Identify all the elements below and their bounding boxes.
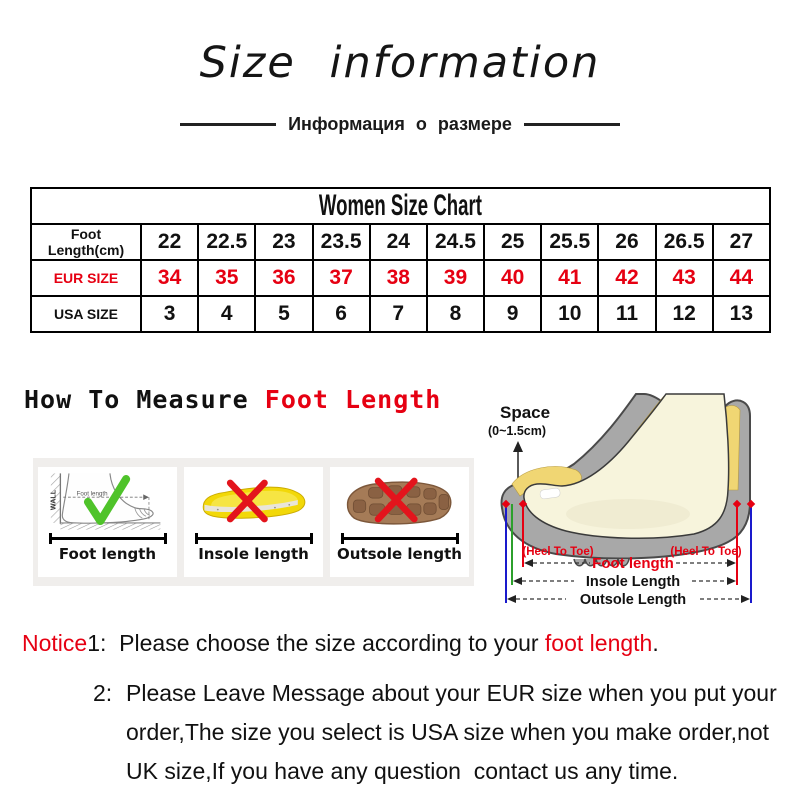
- subtitle-rule-right: [524, 123, 620, 126]
- size-table-cell: 23: [255, 224, 312, 260]
- insole-length-arrow-left: [513, 577, 522, 585]
- notice-item-1-number: 1:: [87, 630, 107, 656]
- size-table-cell: 4: [198, 296, 255, 332]
- measure-cards-panel: [33, 458, 474, 586]
- foot-in-shoe-diagram: [478, 390, 794, 622]
- notice-item-2-text: [126, 674, 777, 791]
- foot-length-arrow-left: [524, 559, 533, 567]
- size-table-cell: 42: [598, 260, 655, 296]
- space-arrow-head: [513, 441, 523, 452]
- notice-item-1: [22, 630, 659, 657]
- size-table-cell: 25: [484, 224, 541, 260]
- card-label: Insole length: [198, 545, 309, 563]
- insole-length-label: Insole Length: [585, 574, 681, 590]
- size-table-cell: 41: [541, 260, 598, 296]
- heel-to-toe-right-label: (Heel To Toe): [670, 546, 742, 558]
- women-size-chart-table: [30, 187, 771, 333]
- inner-foot-length-label: Foot length: [76, 490, 108, 498]
- size-table-row-label: USA SIZE: [31, 296, 141, 332]
- card-label: Foot length: [58, 545, 157, 563]
- size-table-cell: 44: [713, 260, 770, 296]
- size-table-title-row: [31, 188, 770, 224]
- size-table-row-label: Foot Length(cm): [31, 224, 141, 260]
- notice-item-2-number: 2:: [93, 680, 113, 706]
- size-table-cell: 13: [713, 296, 770, 332]
- size-table-cell: 9: [484, 296, 541, 332]
- heel-to-toe-left-label: (Heel To Toe): [522, 546, 594, 558]
- size-table-cell: 34: [141, 260, 198, 296]
- notice-item-1-period: .: [652, 630, 659, 656]
- size-table-cell: 38: [370, 260, 427, 296]
- size-table-cell: 37: [313, 260, 370, 296]
- card-insole-length: [184, 467, 323, 577]
- card-foot-length: [38, 467, 177, 577]
- notice-item-2-line: order,The size you select is USA size when you make order,not: [126, 719, 770, 745]
- measure-heading-red: Foot Length: [264, 385, 442, 414]
- size-table-cell: 8: [427, 296, 484, 332]
- outsole-length-label: Outsole Length: [579, 592, 687, 608]
- notice-item-1-text: Please choose the size according to your: [119, 630, 545, 656]
- notice-item-2: [93, 674, 777, 791]
- foot-measure-illustration: [48, 470, 168, 532]
- page-title: Size information: [199, 38, 601, 88]
- measure-bracket: [49, 533, 167, 544]
- size-table-cell: 35: [198, 260, 255, 296]
- size-table-row: [31, 260, 770, 296]
- measure-heading-black: How To Measure: [24, 385, 265, 414]
- size-table-cell: 26: [598, 224, 655, 260]
- measure-bracket: [195, 533, 313, 544]
- size-table-cell: 5: [255, 296, 312, 332]
- size-table-body: [31, 188, 770, 332]
- size-table-cell: 3: [141, 296, 198, 332]
- size-table-cell: 26.5: [656, 224, 713, 260]
- foot-length-label: Foot length: [592, 555, 674, 572]
- space-range-label: (0~1.5cm): [488, 424, 547, 438]
- size-table-cell: 23.5: [313, 224, 370, 260]
- insole-illustration: [194, 470, 314, 532]
- measure-heading: [24, 385, 441, 414]
- outsole-length-arrow-left: [507, 595, 516, 603]
- size-table-cell: 36: [255, 260, 312, 296]
- size-table-cell: 10: [541, 296, 598, 332]
- notice-item-2-line: UK size,If you have any question contact us any time.: [126, 758, 679, 784]
- subtitle-rule-left: [180, 123, 276, 126]
- size-table-cell: 25.5: [541, 224, 598, 260]
- measure-bracket: [341, 533, 459, 544]
- size-table-cell: 22: [141, 224, 198, 260]
- size-table-cell: 40: [484, 260, 541, 296]
- size-table-cell: 39: [427, 260, 484, 296]
- size-table-cell: 6: [313, 296, 370, 332]
- size-table-row: [31, 296, 770, 332]
- size-table-row: [31, 224, 770, 260]
- notice-item-2-line: Please Leave Message about your EUR size when you put your: [126, 680, 777, 706]
- size-table-cell: 11: [598, 296, 655, 332]
- outsole-illustration: [340, 470, 460, 532]
- size-table-title-cell: [31, 188, 770, 224]
- subtitle-row: [0, 114, 800, 135]
- card-outsole-length: [330, 467, 469, 577]
- space-label: Space: [500, 403, 551, 422]
- insole-length-arrow-right: [727, 577, 736, 585]
- foot-shading: [566, 499, 690, 529]
- wall-label: WALL: [49, 489, 58, 511]
- size-table-cell: 27: [713, 224, 770, 260]
- size-table-cell: 7: [370, 296, 427, 332]
- notice-item-1-red-text: foot length: [544, 630, 653, 656]
- ground-hatch: [60, 523, 160, 530]
- outsole-length-arrow-right: [741, 595, 750, 603]
- size-table-cell: 24: [370, 224, 427, 260]
- notice-label: Notice: [22, 630, 88, 656]
- size-table-cell: 43: [656, 260, 713, 296]
- inner-measure-arrow: [143, 494, 149, 500]
- size-table-cell: 12: [656, 296, 713, 332]
- size-table-cell: 24.5: [427, 224, 484, 260]
- size-table-row-label: EUR SIZE: [31, 260, 141, 296]
- card-label: Outsole length: [337, 545, 462, 563]
- foot-length-arrow-right: [727, 559, 736, 567]
- size-table-title: Women Size Chart: [319, 189, 482, 222]
- size-table-cell: 22.5: [198, 224, 255, 260]
- subtitle-text: Информация о размере: [288, 114, 512, 134]
